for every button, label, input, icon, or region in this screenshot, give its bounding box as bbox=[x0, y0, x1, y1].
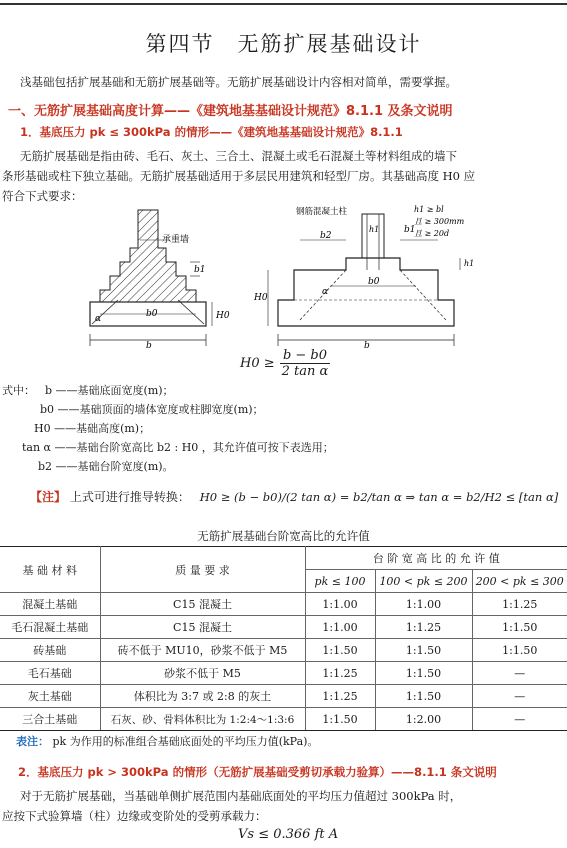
foundation-diagram bbox=[0, 200, 567, 350]
cell-quality: 砂浆不低于 M5 bbox=[100, 662, 305, 685]
para1-line1: 无筋扩展基础是指由砖、毛石、灰土、三合土、混凝土或毛石混凝土等材料组成的墙下 bbox=[20, 149, 457, 163]
cell-ratio: 1:1.50 bbox=[375, 662, 472, 685]
cell-ratio: 1:1.50 bbox=[305, 708, 375, 731]
intro-paragraph: 浅基础包括扩展基础和无筋扩展基础等。无筋扩展基础设计内容相对简单，需要掌握。 bbox=[20, 75, 457, 89]
label-alpha-left: α bbox=[95, 314, 102, 324]
formula-numerator: b − b0 bbox=[280, 348, 330, 364]
label-b0-left: b0 bbox=[146, 309, 158, 319]
sub2-heading: 2．基底压力 pk > 300kPa 的情形（无筋扩展基础受剪切承载力验算）——8.1.1 条文说明 bbox=[18, 765, 497, 779]
label-b2: b2 bbox=[320, 231, 332, 241]
header-pk-100-200: 100 < pk ≤ 200 bbox=[375, 570, 472, 593]
label-b-right: b bbox=[364, 341, 370, 350]
header-ratio-group: 台 阶 宽 高 比 的 允 许 值 bbox=[305, 547, 567, 570]
cell-ratio: 1:1.50 bbox=[472, 616, 567, 639]
cell-ratio: 1:1.50 bbox=[375, 685, 472, 708]
legend-item-tan: tan α ——基础台阶宽高比 b2 : H0 ，其允许值可按下表选用； bbox=[22, 441, 334, 454]
table-row bbox=[0, 685, 567, 708]
label-alpha-right: α bbox=[322, 287, 329, 297]
cell-ratio: — bbox=[472, 685, 567, 708]
legend-item-b: b ——基础底面宽度(m)； bbox=[45, 384, 174, 397]
section2-line2: 应按下式验算墙（柱）边缘或变阶处的受剪承载力： bbox=[2, 809, 267, 823]
cell-quality: 石灰、砂、骨料体积比为 1:2:4～1:3:6 bbox=[100, 708, 305, 731]
header-quality: 质 量 要 求 bbox=[100, 547, 305, 593]
table-row bbox=[0, 593, 567, 616]
header-pk-200-300: 200 < pk ≤ 300 bbox=[472, 570, 567, 593]
formula-lhs: H0 ≥ bbox=[240, 356, 275, 371]
table-note bbox=[16, 733, 318, 749]
derivation-note bbox=[30, 488, 558, 505]
cell-quality: C15 混凝土 bbox=[100, 593, 305, 616]
label-h1-col: h1 bbox=[369, 225, 380, 234]
header-pk-le-100: pk ≤ 100 bbox=[305, 570, 375, 593]
cell-material: 毛石基础 bbox=[0, 662, 100, 685]
label-H0-right: H0 bbox=[254, 293, 268, 303]
ratio-table bbox=[0, 546, 567, 731]
top-rule bbox=[0, 3, 567, 5]
legend-item-b2: b2 ——基础台阶宽度(m)。 bbox=[38, 460, 174, 473]
main-formula bbox=[240, 348, 331, 379]
label-wall: 承重墙 bbox=[162, 235, 190, 245]
wall-foundation-drawing bbox=[90, 210, 212, 346]
cell-material: 三合土基础 bbox=[0, 708, 100, 731]
legend-item-H0: H0 ——基础高度(m)； bbox=[34, 422, 151, 435]
table-note-tag: 表注： bbox=[16, 735, 49, 748]
label-column: 钢筋混凝土柱 bbox=[296, 207, 348, 217]
label-b1-right: b1 bbox=[404, 225, 416, 235]
page-title: 第四节 无筋扩展基础设计 bbox=[145, 32, 422, 56]
note-h1: h1 ≥ bl bbox=[414, 205, 444, 214]
cell-quality: C15 混凝土 bbox=[100, 616, 305, 639]
label-b1: b1 bbox=[194, 265, 206, 275]
cell-ratio: 1:1.00 bbox=[305, 593, 375, 616]
cell-ratio: — bbox=[472, 662, 567, 685]
table-row bbox=[0, 708, 567, 731]
para1-line3: 符合下式要求： bbox=[2, 189, 83, 203]
legend-item-b0: b0 ——基础顶面的墙体宽度或柱脚宽度(m)； bbox=[40, 403, 264, 416]
cell-ratio: 1:1.25 bbox=[375, 616, 472, 639]
cell-ratio: 1:1.50 bbox=[305, 639, 375, 662]
note-text: 上式可进行推导转换： bbox=[69, 490, 190, 504]
sub1-heading: 1．基底压力 pk ≤ 300kPa 的情形——《建筑地基基础设计规范》8.1.1 bbox=[20, 125, 403, 139]
table-note-text: pk 为作用的标准组合基础底面处的平均压力值(kPa)。 bbox=[52, 735, 319, 748]
cell-quality: 体积比为 3:7 或 2:8 的灰土 bbox=[100, 685, 305, 708]
table-row bbox=[0, 662, 567, 685]
cell-ratio: 1:1.00 bbox=[305, 616, 375, 639]
table-row bbox=[0, 639, 567, 662]
cell-material: 砖基础 bbox=[0, 639, 100, 662]
para1-line2: 条形基础或柱下独立基础。无筋扩展基础适用于多层民用建筑和轻型厂房。其基础高度 H0 应 bbox=[2, 169, 476, 183]
cell-quality: 砖不低于 MU10，砂浆不低于 M5 bbox=[100, 639, 305, 662]
cell-ratio: 1:1.50 bbox=[375, 639, 472, 662]
cell-ratio: 1:1.25 bbox=[305, 685, 375, 708]
label-H0-left: H0 bbox=[216, 311, 230, 321]
cell-material: 混凝土基础 bbox=[0, 593, 100, 616]
note-20d: 且 ≥ 20d bbox=[414, 229, 450, 238]
note-300mm: 且 ≥ 300mm bbox=[414, 217, 465, 226]
symbol-legend bbox=[2, 381, 334, 476]
cell-ratio: 1:1.00 bbox=[375, 593, 472, 616]
cell-ratio: 1:1.25 bbox=[472, 593, 567, 616]
section2-line1: 对于无筋扩展基础，当基础单侧扩展范围内基础底面处的平均压力值超过 300kPa 时， bbox=[20, 789, 462, 803]
shear-formula: Vs ≤ 0.366 ft A bbox=[238, 827, 339, 842]
legend-prefix: 式中： bbox=[2, 384, 35, 397]
label-h1-right: h1 bbox=[464, 259, 475, 268]
cell-material: 灰土基础 bbox=[0, 685, 100, 708]
formula-denominator: 2 tan α bbox=[281, 364, 329, 379]
section1-heading: 一、无筋扩展基础高度计算——《建筑地基基础设计规范》8.1.1 及条文说明 bbox=[8, 104, 453, 119]
header-material: 基 础 材 料 bbox=[0, 547, 100, 593]
cell-ratio: — bbox=[472, 708, 567, 731]
cell-ratio: 1:2.00 bbox=[375, 708, 472, 731]
table-row bbox=[0, 616, 567, 639]
label-b0-right: b0 bbox=[368, 277, 380, 287]
note-tag: 【注】 bbox=[30, 490, 67, 504]
cell-material: 毛石混凝土基础 bbox=[0, 616, 100, 639]
note-formula: H0 ≥ (b − b0)/(2 tan α) = b2/tan α ⇒ tan α = b2/H2 ≤ [tan α] bbox=[199, 490, 559, 504]
cell-ratio: 1:1.50 bbox=[472, 639, 567, 662]
table-caption: 无筋扩展基础台阶宽高比的允许值 bbox=[197, 529, 370, 543]
cell-ratio: 1:1.25 bbox=[305, 662, 375, 685]
label-b-left: b bbox=[146, 341, 152, 350]
